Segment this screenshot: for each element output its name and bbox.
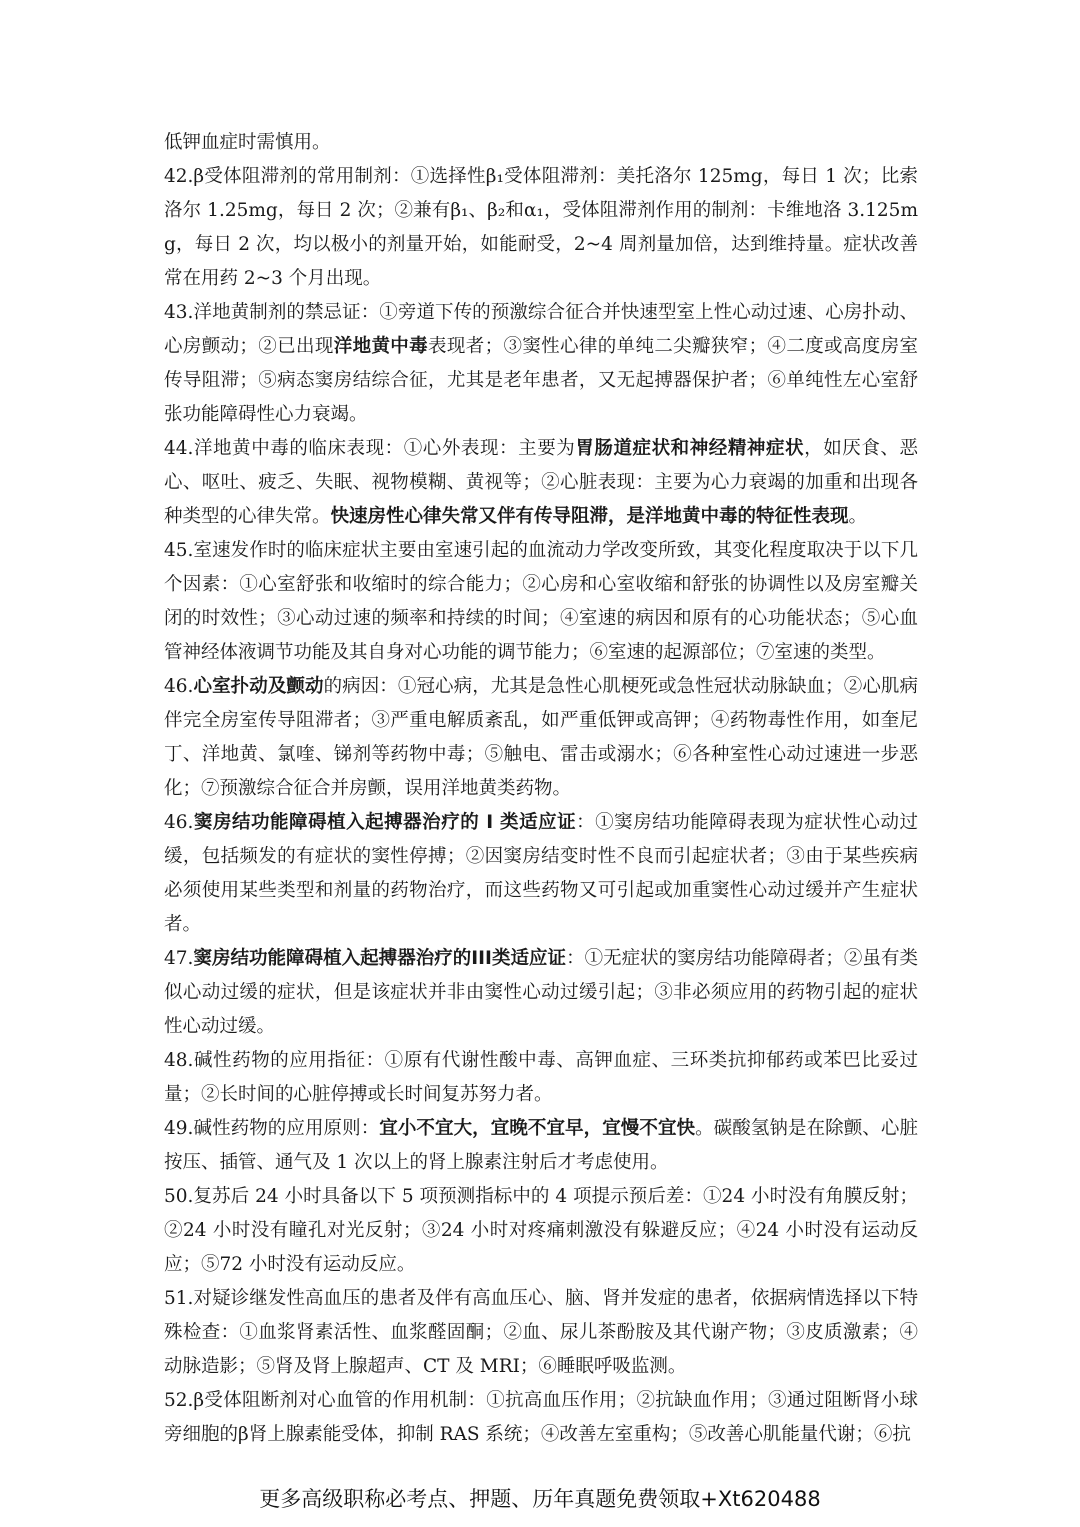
- document-page: [164, 126, 918, 1452]
- paragraph-text: 46.: [164, 812, 194, 833]
- paragraph-text: 42.β受体阻滞剂的常用制剂：①选择性β₁受体阻滞剂：美托洛尔 125mg，每日 1 次；比索洛尔 1.25mg，每日 2 次；②兼有β₁、β₂和α₁，受体阻滞剂作用的制剂：卡维地洛 3.125mg，每日 2 次，均以极小的剂量开始，如能耐受，2~4 周剂量加倍，达到维持量。症状改善常在用药 2~3 个月出现。: [164, 166, 918, 289]
- paragraph-46b: [164, 806, 918, 942]
- paragraph-text: 。碳酸氢钠是在除颤、心脏按压、插管、通气及 1 次以上的肾上腺素注射后才考虑使用。: [164, 1118, 918, 1173]
- bold-emphasis-text: 窦房结功能障碍植入起搏器治疗的III类适应证: [193, 948, 567, 969]
- paragraph-45: [164, 534, 918, 670]
- paragraph-52: [164, 1384, 918, 1452]
- paragraph-text: 低钾血症时需慎用。: [164, 132, 331, 153]
- bold-emphasis-text: 快速房性心律失常又伴有传导阻滞，是洋地黄中毒的特征性表现: [330, 506, 849, 527]
- paragraph-47: [164, 942, 918, 1044]
- paragraph-text: 表现者；③窦性心律的单纯二尖瓣狭窄；④二度或高度房室传导阻滞；⑤病态窦房结综合征，尤其是老年患者，又无起搏器保护者；⑥单纯性左心室舒张功能障碍性心力衰竭。: [164, 336, 918, 425]
- paragraph-text: ，如厌食、恶心、呕吐、疲乏、失眠、视物模糊、黄视等；②心脏表现：主要为心力衰竭的加重和出现各种类型的心律失常。: [164, 438, 918, 527]
- bold-emphasis-text: 洋地黄中毒: [333, 336, 429, 357]
- paragraph-text: 44.洋地黄中毒的临床表现：①心外表现：主要为: [164, 438, 576, 459]
- paragraph-51: [164, 1282, 918, 1384]
- paragraph-46a: [164, 670, 918, 806]
- paragraph-text: ：①无症状的窦房结功能障碍者；②虽有类似心动过缓的症状，但是该症状并非由窦性心动过缓引起；③非必须应用的药物引起的症状性心动过缓。: [164, 948, 918, 1037]
- paragraph-text: 的病因：①冠心病，尤其是急性心肌梗死或急性冠状动脉缺血；②心肌病伴完全房室传导阻滞者；③严重电解质紊乱，如严重低钾或高钾；④药物毒性作用，如奎尼丁、洋地黄、氯喹、锑剂等药物中毒；⑤触电、雷击或溺水；⑥各种室性心动过速进一步恶化；⑦预激综合征合并房颤，误用洋地黄类药物。: [164, 676, 918, 799]
- paragraph-text: ：①窦房结功能障碍表现为症状性心动过缓，包括频发的有症状的窦性停搏；②因窦房结变时性不良而引起症状者；③由于某些疾病必须使用某些类型和剂量的药物治疗，而这些药物又可引起或加重窦性心动过缓并产生症状者。: [164, 812, 918, 935]
- paragraph-text: 49.碱性药物的应用原则：: [164, 1118, 380, 1139]
- paragraph-text: 。: [848, 506, 868, 527]
- paragraph-42: [164, 160, 918, 296]
- paragraph-text: 43.洋地黄制剂的禁忌证：①旁道下传的预激综合征合并快速型室上性心动过速、心房扑动、心房颤动；②已出现: [164, 302, 918, 357]
- paragraph-text: 46.: [164, 676, 194, 697]
- paragraph-cont: [164, 126, 918, 160]
- paragraph-49: [164, 1112, 918, 1180]
- footer-promo-text: 更多高级职称必考点、押题、历年真题免费领取+Xt620488: [259, 1487, 821, 1511]
- bold-emphasis-text: 胃肠道症状和神经精神症状: [575, 438, 805, 459]
- bold-emphasis-text: 宜小不宜大，宜晚不宜早，宜慢不宜快: [379, 1118, 696, 1139]
- paragraph-50: [164, 1180, 918, 1282]
- paragraph-text: 52.β受体阻断剂对心血管的作用机制：①抗高血压作用；②抗缺血作用；③通过阻断肾小球旁细胞的β肾上腺素能受体，抑制 RAS 系统；④改善左室重构；⑤改善心肌能量代谢；⑥抗: [164, 1390, 918, 1445]
- paragraph-text: 45.室速发作时的临床症状主要由室速引起的血流动力学改变所致，其变化程度取决于以下几个因素：①心室舒张和收缩时的综合能力；②心房和心室收缩和舒张的协调性以及房室瓣关闭的时效性；③心动过速的频率和持续的时间；④室速的病因和原有的心功能状态；⑤心血管神经体液调节功能及其自身对心功能的调节能力；⑥室速的起源部位；⑦室速的类型。: [164, 540, 918, 663]
- paragraph-48: [164, 1044, 918, 1112]
- paragraph-44: [164, 432, 918, 534]
- bold-emphasis-text: 窦房结功能障碍植入起搏器治疗的 I 类适应证: [193, 812, 577, 833]
- paragraph-43: [164, 296, 918, 432]
- paragraph-text: 47.: [164, 948, 194, 969]
- bold-emphasis-text: 心室扑动及颤动: [193, 676, 324, 697]
- paragraph-text: 48.碱性药物的应用指征：①原有代谢性酸中毒、高钾血症、三环类抗抑郁药或苯巴比妥过量；②长时间的心脏停搏或长时间复苏努力者。: [164, 1050, 918, 1105]
- paragraph-text: 51.对疑诊继发性高血压的患者及伴有高血压心、脑、肾并发症的患者，依据病情选择以下特殊检查：①血浆肾素活性、血浆醛固酮；②血、尿儿茶酚胺及其代谢产物；③皮质激素；④动脉造影；⑤肾及肾上腺超声、CT 及 MRI；⑥睡眠呼吸监测。: [164, 1288, 918, 1377]
- paragraph-text: 50.复苏后 24 小时具备以下 5 项预测指标中的 4 项提示预后差：①24 小时没有角膜反射；②24 小时没有瞳孔对光反射；③24 小时对疼痛刺激没有躲避反应；④24 小时没有运动反应；⑤72 小时没有运动反应。: [164, 1186, 918, 1275]
